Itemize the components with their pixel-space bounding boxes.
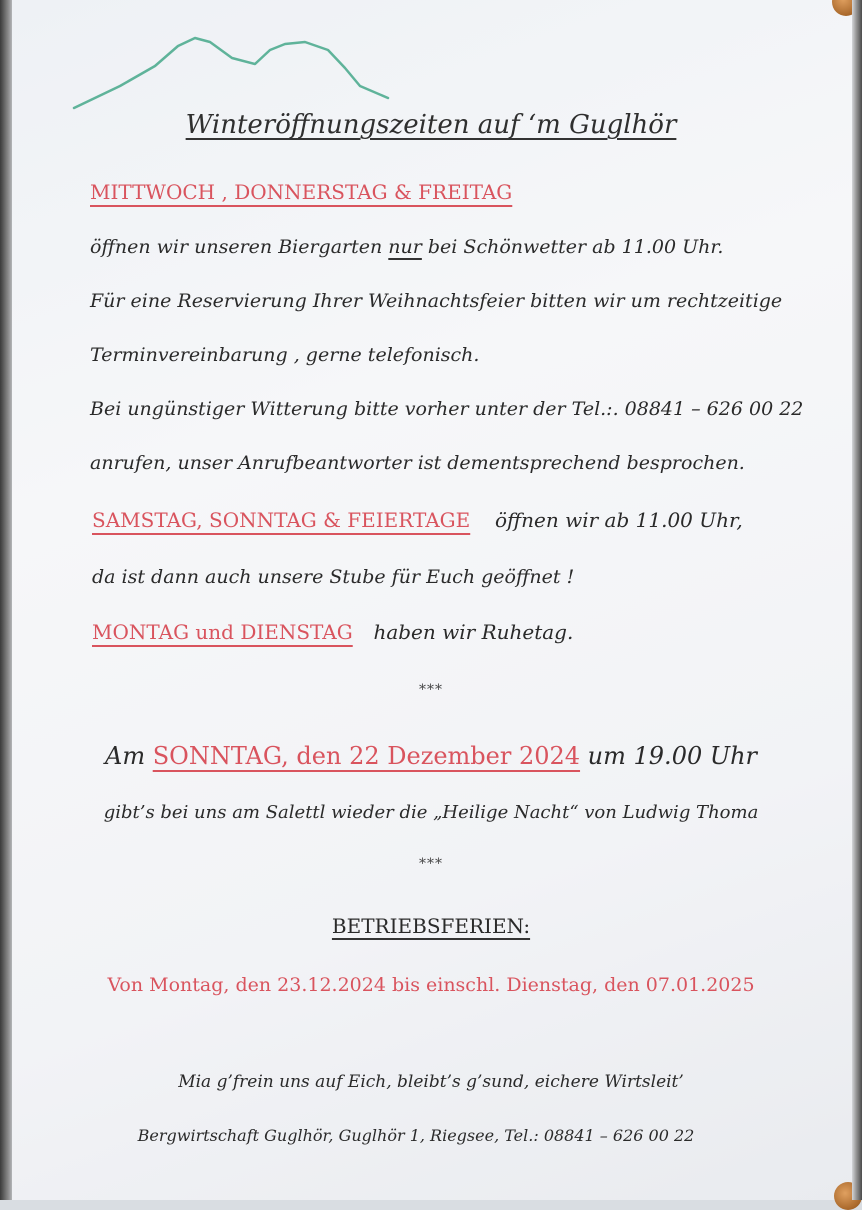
section3-text: haben wir Ruhetag. xyxy=(373,620,574,644)
mountain-sketch-icon xyxy=(60,28,400,118)
section1-line5: anrufen, unser Anrufbeantworter ist dementsprechend besprochen. xyxy=(90,452,745,474)
section2-heading xyxy=(92,508,812,532)
section2-text: öffnen wir ab 11.00 Uhr, xyxy=(494,508,743,532)
frame-edge-right xyxy=(852,0,862,1200)
event-date: SONNTAG, den 22 Dezember 2024 xyxy=(152,742,581,770)
section1-line4: Bei ungünstiger Witterung bitte vorher unter der Tel.:. 08841 – 626 00 22 xyxy=(90,398,804,420)
section1-line1: öffnen wir unseren Biergarten nur bei Schönwetter ab 11.00 Uhr. xyxy=(90,236,724,258)
holidays-text: Von Montag, den 23.12.2024 bis einschl. Dienstag, den 07.01.2025 xyxy=(107,974,755,996)
page-title: Winteröffnungszeiten auf ‘m Guglhör xyxy=(185,110,677,140)
section1-heading-text: MITTWOCH , DONNERSTAG & FREITAG xyxy=(90,180,513,204)
emphasis-nur: nur xyxy=(388,236,422,258)
section1-heading xyxy=(90,180,790,204)
section3-heading-text: MONTAG und DIENSTAG xyxy=(92,620,353,644)
section1-line2: Für eine Reservierung Ihrer Weihnachtsfeier bitten wir um rechtzeitige xyxy=(90,290,783,312)
section2-heading-text: SAMSTAG, SONNTAG & FEIERTAGE xyxy=(92,508,471,532)
holidays-heading: BETRIEBSFERIEN: xyxy=(331,914,531,938)
separator-2: *** xyxy=(419,856,443,872)
footer-address: Bergwirtschaft Guglhör, Guglhör 1, Riegsee, Tel.: 08841 – 626 00 22 xyxy=(137,1126,695,1145)
footer-greeting: Mia g’frein uns auf Eich, bleibt’s g’sund, eichere Wirtsleit’ xyxy=(178,1072,684,1092)
section1-line3: Terminvereinbarung , gerne telefonisch. xyxy=(90,344,480,366)
section2-line2: da ist dann auch unsere Stube für Euch geöffnet ! xyxy=(92,566,575,588)
section3-heading xyxy=(92,620,792,644)
event-line2: gibt’s bei uns am Salettl wieder die „Heilige Nacht“ von Ludwig Thoma xyxy=(103,802,759,823)
event-line: Am SONNTAG, den 22 Dezember 2024 um 19.00 Uhr xyxy=(104,742,758,770)
separator-1: *** xyxy=(419,682,443,698)
